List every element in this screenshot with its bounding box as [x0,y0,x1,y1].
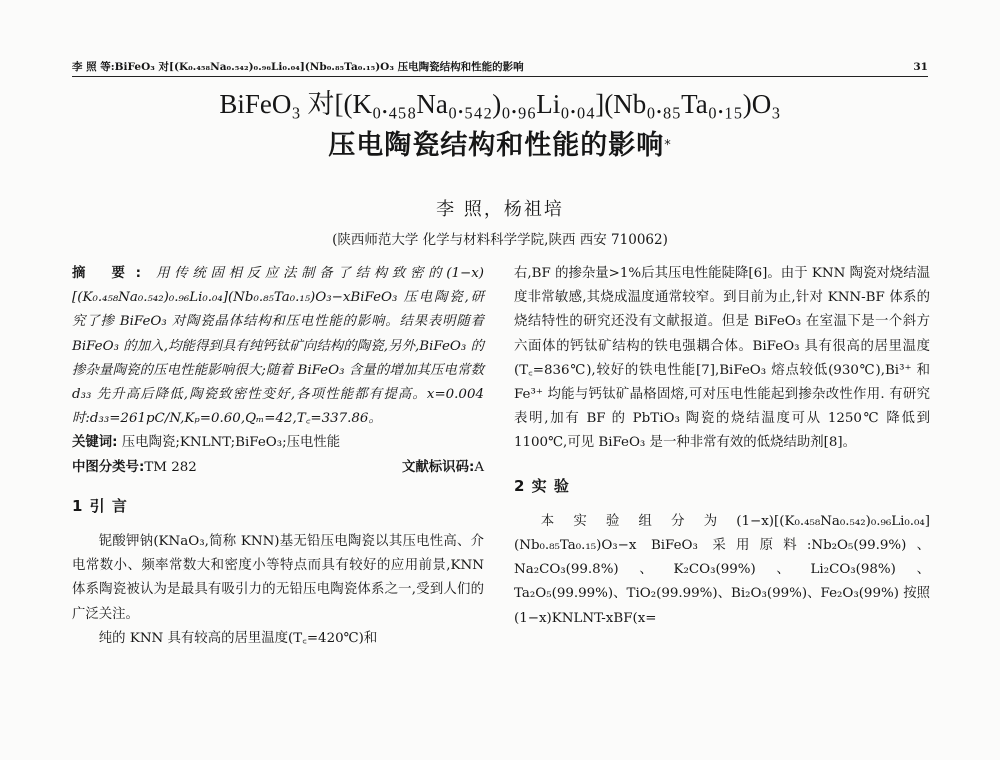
paper-title: BiFeO₃ 对[(K₀.₄₅₈Na₀.₅₄₂)₀.₉₆Li₀.₀₄](Nb₀.₈₅Ta₀.₁₅)O₃ [219,89,781,119]
keywords-text: 压电陶瓷;KNLNT;BiFeO₃;压电性能 [121,435,341,451]
intro-paragraph-1: 铌酸钾钠(KNaO₃,简称 KNN)基无铅压电陶瓷以其压电性高、介电常数小、频率常数大和密度小等特点而具有较好的应用前景,KNN 体系陶瓷被认为是最具有吸引力的无铅压电陶瓷体系之一,受到人们的广泛关注。 [72,534,484,622]
clc-value: TM 282 [144,459,197,475]
section-heading-intro: 1 引 言 [72,496,128,515]
section-heading-experiment: 2 实 验 [514,476,570,495]
keywords [72,431,484,455]
clc-label: 中图分类号: [72,459,145,475]
affiliation: (陕西师范大学 化学与材料科学学院,陕西 西安 710062) [332,232,668,248]
header-rule [72,76,928,77]
right-column [514,262,930,631]
intro-paragraph-2: 纯的 KNN 具有较高的居里温度(T꜀=420℃)和 [98,630,378,646]
continued-paragraph: 右,BF 的掺杂量>1%后其压电性能陡降[6]。由于 KNN 陶瓷对烧结温度非常敏感,其烧成温度通常较窄。到目前为止,针对 KNN-BF 体系的烧结特性的研究还没有文献报道。但是 BiFeO₃ 在室温下是一个斜方六面体的钙钛矿结构的铁电强耦合体。BiFeO₃ 具有很高的居里温度(T꜀=836℃),较好的铁电性能[7],BiFeO₃ 熔点较低(930℃),Bi³⁺ 和 Fe³⁺ 均能与钙钛矿晶格固熔,可对压电性能起到掺杂改性作用. 有研究表明,加有 BF 的 PbTiO₃ 陶瓷的烧结温度可从 1250℃ 降低到 1100℃,可见 BiFeO₃ 是一种非常有效的低烧结助剂[8]。 [514,266,930,451]
left-column [72,262,484,651]
abstract [72,262,484,431]
paper-subtitle-text: 压电陶瓷结构和性能的影响 [328,130,665,161]
experiment-paragraph: 本实验组分为(1−x)[(K₀.₄₅₈Na₀.₅₄₂)₀.₉₆Li₀.₀₄](Nb₀.₈₅Ta₀.₁₅)O₃−x BiFeO₃ 采用原料:Nb₂O₅(99.9%)、Na₂CO₃(99.8%)、K₂CO₃(99%)、Li₂CO₃(98%)、Ta₂O₅(99.99%)、TiO₂(99.99%)、Bi₂O₃(99%)、Fe₂O₃(99%) 按照(1−x)KNLNT-xBF(x= [514,513,930,626]
running-head-text: 李 照 等:BiFeO₃ 对[(K₀.₄₅₈Na₀.₅₄₂)₀.₉₆Li₀.₀₄](Nb₀.₈₅Ta₀.₁₅)O₃ 压电陶瓷结构和性能的影响 [72,61,524,73]
paper-subtitle [200,128,800,164]
classification-line [72,456,484,480]
footnote-mark: * [664,138,672,153]
doc-code-label: 文献标识码: [402,459,475,475]
keywords-label: 关键词: [72,435,118,451]
abstract-label: 摘 要: [72,266,148,281]
authors: 李 照，杨祖培 [436,199,564,220]
abstract-text: 用传统固相反应法制备了结构致密的(1−x)[(K₀.₄₅₈Na₀.₅₄₂)₀.₉₆Li₀.₀₄](Nb₀.₈₅Ta₀.₁₅)O₃−xBiFeO₃ 压电陶瓷,研究了掺 BiFeO₃ 对陶瓷晶体结构和压电性能的影响。结果表明随着 BiFeO₃ 的加入,均能得到具有纯钙钛矿向结构的陶瓷,另外,BiFeO₃ 的掺杂量陶瓷的压电性能影响很大;随着 BiFeO₃ 含量的增加其压电常数 d₃₃ 先升高后降低,陶瓷致密性变好,各项性能都有提高。x=0.004 时:d₃₃=261pC/N,Kₚ=0.60,Qₘ=42,T꜀=337.86。 [72,266,484,427]
document-code [402,456,484,480]
doc-code-value: A [474,459,484,475]
page-number: 31 [913,61,928,73]
running-head [72,60,928,74]
